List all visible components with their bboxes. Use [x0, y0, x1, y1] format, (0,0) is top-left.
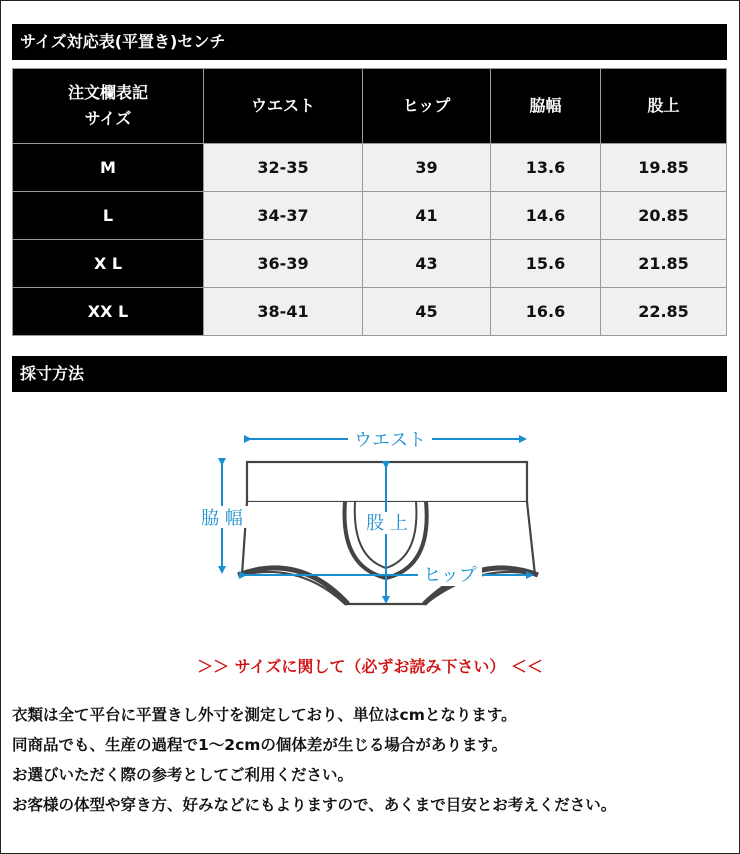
size-chart-table [12, 68, 727, 336]
waist-value: 32-35 [204, 144, 363, 192]
waist-value: 34-37 [204, 192, 363, 240]
note-line: 同商品でも、生産の過程で1～2cmの個体差が生じる場合があります。 [12, 736, 508, 754]
table-row [13, 144, 727, 192]
notes-list [12, 700, 732, 820]
size-label: XX L [13, 288, 204, 336]
size-notice: ＞＞ サイズに関して（必ずお読み下さい） ＜＜ [197, 657, 543, 676]
header-size-line1: 注文欄表記 [67, 83, 148, 102]
note-line: 衣類は全て平台に平置きし外寸を測定しており、単位はcmとなります。 [12, 706, 517, 724]
table-row [13, 240, 727, 288]
side-value: 16.6 [491, 288, 601, 336]
measurement-diagram [0, 392, 740, 642]
hip-value: 45 [363, 288, 491, 336]
waist-value: 38-41 [204, 288, 363, 336]
table-row [13, 192, 727, 240]
rise-value: 20.85 [601, 192, 727, 240]
size-label: M [13, 144, 204, 192]
rise-value: 19.85 [601, 144, 727, 192]
rise-value: 21.85 [601, 240, 727, 288]
table-row [13, 288, 727, 336]
rise-value: 22.85 [601, 288, 727, 336]
header-size-line2: サイズ [84, 109, 132, 128]
hip-label: ヒップ [423, 565, 477, 586]
side-value: 14.6 [491, 192, 601, 240]
note-line: お客様の体型や穿き方、好みなどにもよりますので、あくまで目安とお考えください。 [12, 796, 617, 814]
note-line: お選びいただく際の参考としてご利用ください。 [12, 766, 354, 784]
hip-value: 41 [363, 192, 491, 240]
header-hip: ヒップ [363, 69, 491, 144]
size-label: X L [13, 240, 204, 288]
side-value: 15.6 [491, 240, 601, 288]
measure-method-title: 採寸方法 [12, 356, 727, 392]
waist-label: ウエスト [354, 430, 426, 451]
side-label: 脇 幅 [201, 508, 243, 529]
header-side: 脇幅 [491, 69, 601, 144]
hip-value: 43 [363, 240, 491, 288]
header-size [13, 69, 204, 144]
rise-label: 股 上 [366, 513, 408, 534]
table-header-row [13, 69, 727, 144]
header-rise: 股上 [601, 69, 727, 144]
size-chart-title: サイズ対応表(平置き)センチ [12, 24, 727, 60]
waist-value: 36-39 [204, 240, 363, 288]
header-waist: ウエスト [204, 69, 363, 144]
size-label: L [13, 192, 204, 240]
side-value: 13.6 [491, 144, 601, 192]
hip-value: 39 [363, 144, 491, 192]
